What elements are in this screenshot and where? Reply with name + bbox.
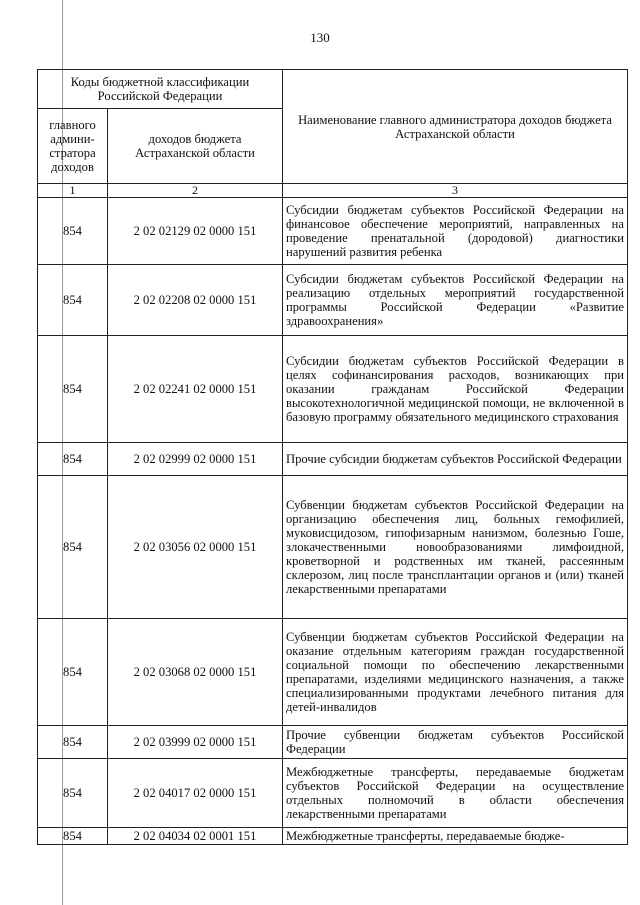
table-row [38, 198, 628, 265]
budget-code: 2 02 02999 02 0000 151 [108, 443, 283, 476]
admin-code: 854 [38, 828, 108, 845]
header-code-column: доходов бюджета Астраханской области [108, 109, 283, 184]
column-number: 1 [38, 184, 108, 198]
budget-code: 2 02 03056 02 0000 151 [108, 476, 283, 619]
income-name: Субсидии бюджетам субъектов Российской Федерации на реализацию отдельных мероприятий государственной программы Российской Федерации «Развитие здравоохранения» [283, 265, 628, 336]
header-admin-column: главного админи-стратора доходов [38, 109, 108, 184]
page-number: 130 [310, 30, 330, 45]
income-name: Субсидии бюджетам субъектов Российской Федерации в целях софинансирования расходов, возникающих при оказании гражданам Российской Федерации высокотехнологичной медицинской помощи, не включенной в базовую программу обязательного медицинского страхования [283, 336, 628, 443]
admin-code: 854 [38, 619, 108, 726]
table-row [38, 828, 628, 845]
header-name-column: Наименование главного администратора доходов бюджета Астраханской области [283, 70, 628, 184]
budget-code: 2 02 03999 02 0000 151 [108, 726, 283, 759]
admin-code: 854 [38, 759, 108, 828]
table-row [38, 726, 628, 759]
column-number: 2 [108, 184, 283, 198]
budget-code: 2 02 02208 02 0000 151 [108, 265, 283, 336]
table-row [38, 759, 628, 828]
income-name: Межбюджетные трансферты, передаваемые бюдже- [283, 828, 628, 845]
admin-code: 854 [38, 726, 108, 759]
column-number: 3 [283, 184, 628, 198]
budget-code: 2 02 02129 02 0000 151 [108, 198, 283, 265]
table-row [38, 443, 628, 476]
budget-code: 2 02 02241 02 0000 151 [108, 336, 283, 443]
admin-code: 854 [38, 198, 108, 265]
header-codes-group: Коды бюджетной классификации Российской Федерации [38, 70, 283, 109]
admin-code: 854 [38, 336, 108, 443]
admin-code: 854 [38, 443, 108, 476]
income-name: Прочие субвенции бюджетам субъектов Российской Федерации [283, 726, 628, 759]
table-row [38, 265, 628, 336]
table-row [38, 336, 628, 443]
budget-code: 2 02 04034 02 0001 151 [108, 828, 283, 845]
income-name: Субвенции бюджетам субъектов Российской Федерации на организацию обеспечения лиц, больных гемофилией, муковисцидозом, гипофизарным нанизмом, болезнью Гоше, злокачественными новообразованиями лимфоидной, кроветворной и родственных им тканей, рассеянным склерозом, лиц после трансплантации органов и (или) тканей лекарственными препаратами [283, 476, 628, 619]
budget-classification-table [37, 69, 628, 845]
budget-code: 2 02 04017 02 0000 151 [108, 759, 283, 828]
income-name: Прочие субсидии бюджетам субъектов Российской Федерации [283, 443, 628, 476]
income-name: Межбюджетные трансферты, передаваемые бюджетам субъектов Российской Федерации на осуществление отдельных полномочий в области обеспечения лекарственными препаратами [283, 759, 628, 828]
admin-code: 854 [38, 265, 108, 336]
table-row [38, 619, 628, 726]
admin-code: 854 [38, 476, 108, 619]
table-row [38, 476, 628, 619]
income-name: Субсидии бюджетам субъектов Российской Федерации на финансовое обеспечение мероприятий, направленных на проведение пренатальной (дородовой) диагностики нарушений развития ребенка [283, 198, 628, 265]
income-name: Субвенции бюджетам субъектов Российской Федерации на оказание отдельным категориям граждан государственной социальной помощи по обеспечению лекарственными препаратами, изделиями медицинского назначения, а также специализированными продуктами лечебного питания для детей-инвалидов [283, 619, 628, 726]
column-number-row [38, 184, 628, 198]
budget-code: 2 02 03068 02 0000 151 [108, 619, 283, 726]
